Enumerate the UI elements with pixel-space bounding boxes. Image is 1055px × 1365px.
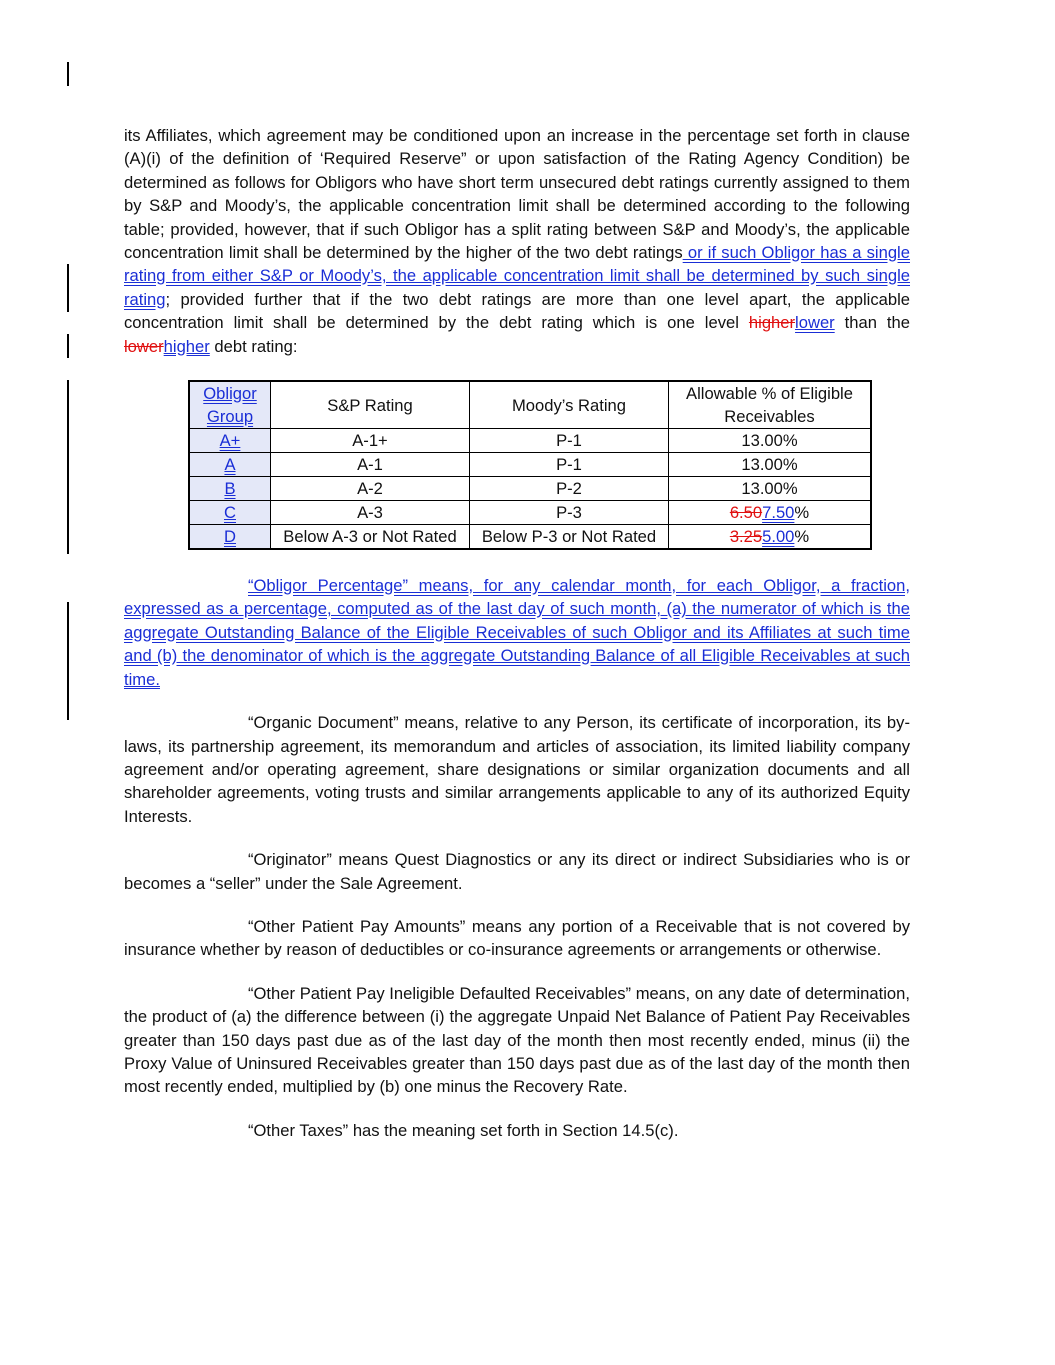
table-row (189, 477, 871, 501)
cell-group: A+ (189, 429, 271, 453)
header-sp-rating: S&P Rating (271, 381, 470, 429)
cell-sp: A-2 (271, 477, 470, 501)
cell-moodys: P-2 (470, 477, 669, 501)
organic-document-definition: “Organic Document” means, relative to any Person, its certificate of incorporation, its by-laws, its partnership agreement, its memorandum and articles of association, its limited liability company agreement and/or operating agreement, share designations or similar organization documents and all shareholder agreements, voting trusts and similar arrangements applicable to any of its authorized Equity Interests. (124, 713, 910, 826)
cell-allowable: 13.00% (669, 453, 872, 477)
header-allowable: Allowable % of Eligible Receivables (669, 381, 872, 429)
concentration-table (188, 380, 872, 550)
inserted-text: lower (795, 313, 835, 333)
other-taxes-definition: “Other Taxes” has the meaning set forth in Section 14.5(c). (248, 1120, 679, 1140)
cell-allowable: 6.507.50% (669, 501, 872, 525)
obligor-percentage-definition: “Obligor Percentage” means, for any calendar month, for each Obligor, a fraction, expressed as a percentage, computed as of the last day of such month, (a) the numerator of which is the aggregate Outstanding Balance of the Eligible Receivables of such Obligor and its Affiliates at such time and (b) the denominator of which is the aggregate Outstanding Balance of all Eligible Receivables at such time. (124, 576, 910, 689)
change-bar (67, 380, 69, 554)
table-row (189, 501, 871, 525)
concentration-limit-paragraph (124, 124, 910, 358)
change-bar (67, 62, 69, 86)
other-patient-pay-ineligible-definition: “Other Patient Pay Ineligible Defaulted Receivables” means, on any date of determination, the product of (a) the difference between (i) the aggregate Unpaid Net Balance of Patient Pay Receivables greater than 150 days past due as of the last day of the month then most recently ended, minus (ii) the Proxy Value of Uninsured Receivables greater than 150 days past due as of the last day of the month then most recently ended, multiplied by (b) one minus the Recovery Rate. (124, 983, 910, 1097)
other-patient-pay-amounts-definition: “Other Patient Pay Amounts” means any portion of a Receivable that is not covered by insurance whether by reason of deductibles or co-insurance agreements or arrangements or otherwise. (124, 916, 910, 960)
cell-moodys: P-1 (470, 429, 669, 453)
change-bar (67, 264, 69, 312)
header-moodys-rating: Moody’s Rating (470, 381, 669, 429)
cell-moodys: Below P-3 or Not Rated (470, 525, 669, 550)
cell-sp: A-1 (271, 453, 470, 477)
cell-group: B (189, 477, 271, 501)
cell-sp: A-3 (271, 501, 470, 525)
table-row (189, 429, 871, 453)
cell-group: D (189, 525, 271, 550)
table-header-row (189, 381, 871, 429)
cell-allowable: 13.00% (669, 477, 872, 501)
para-text: than the (834, 313, 910, 333)
cell-allowable: 13.00% (669, 429, 872, 453)
cell-moodys: P-3 (470, 501, 669, 525)
change-bar (67, 334, 69, 358)
cell-allowable: 3.255.00% (669, 525, 872, 550)
deleted-text: higher (748, 313, 796, 333)
para-text: ; provided further that if the two debt ratings are more than one level apart, the applicable concentration limit shall be determined by the debt rating which is one level (124, 289, 910, 333)
cell-group: A (189, 453, 271, 477)
para-text: debt rating: (209, 336, 298, 356)
change-bar (67, 602, 69, 720)
cell-sp: A-1+ (271, 429, 470, 453)
cell-sp: Below A-3 or Not Rated (271, 525, 470, 550)
para-text: its Affiliates, which agreement may be conditioned upon an increase in the percentage set forth in clause (A)(i) of the definition of ‘Required Reserve” or upon satisfaction of the Rating Agency Condition) be determined as follows for Obligors who have short term unsecured debt ratings currently assigned to them by S&P and Moody’s, the applicable concentration limit shall be determined according to the following table; provided, however, that if such Obligor has a split rating between S&P and Moody’s, the applicable concentration limit shall be determined by the higher of the two debt ratings (124, 126, 910, 263)
originator-definition: “Originator” means Quest Diagnostics or any its direct or indirect Subsidiaries who is or becomes a “seller” under the Sale Agreement. (124, 850, 910, 893)
table-row (189, 453, 871, 477)
inserted-text: higher (163, 336, 210, 356)
deleted-text: lower (124, 336, 164, 356)
document-page (124, 124, 910, 1142)
cell-moodys: P-1 (470, 453, 669, 477)
header-obligor-group: Obligor Group (189, 381, 271, 429)
table-row (189, 525, 871, 550)
cell-group: C (189, 501, 271, 525)
inserted-text: or if such Obligor has a single rating from either S&P or Moody’s, the applicable concentration limit shall be determined by such single rating (124, 243, 910, 309)
